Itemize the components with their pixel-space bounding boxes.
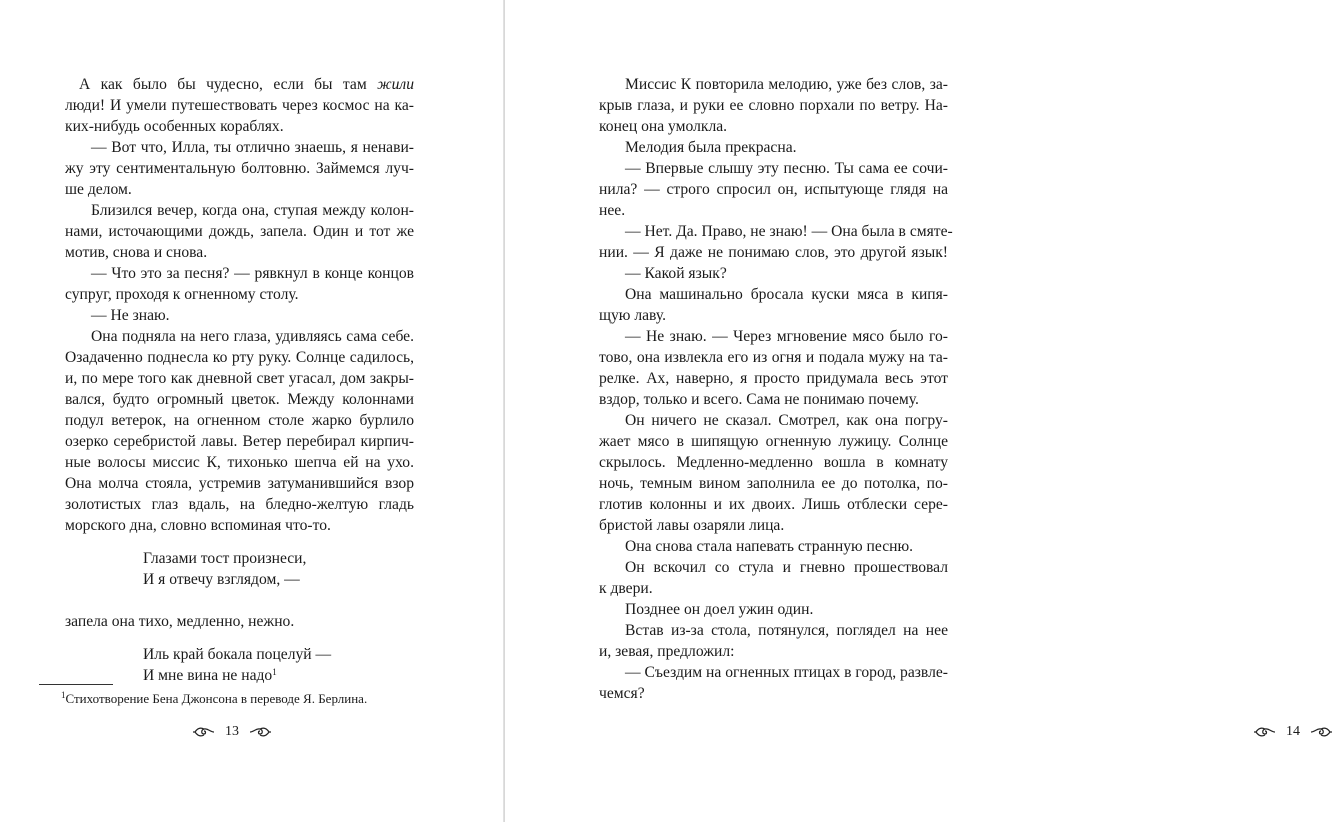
text-line: нила? — строго спросил он, испытующе глядя на [599, 181, 948, 198]
footnote-mark: 1 [61, 690, 66, 700]
text-line: вался, будто огромный цветок. Между колоннами [65, 391, 414, 408]
text-line: — Нет. Да. Право, не знаю! — Она была в смяте- [625, 223, 953, 240]
fleuron-left-icon [192, 725, 216, 739]
text-line: Она снова стала напевать странную песню. [625, 538, 914, 555]
text-run: А как было бы чудесно, если бы там [79, 76, 378, 93]
text-line: нее. [599, 202, 626, 219]
page-number-left: 13 [225, 724, 239, 739]
text-line: ше делом. [65, 181, 132, 198]
text-line: жает мясо в шипящую огненную лужицу. Солнце [599, 433, 948, 450]
text-line: Он вскочил со стула и гневно прошествовал [625, 559, 948, 576]
text-line: Озадаченно поднесла ко рту руку. Солнце садилось, [65, 349, 414, 366]
fleuron-right-icon [248, 725, 272, 739]
text-line: супруг, проходя к огненному столу. [65, 286, 299, 303]
text-line: — Вот что, Илла, ты отлично знаешь, я ненави- [91, 139, 414, 156]
verse-line: Глазами тост произнеси, [143, 550, 307, 567]
right-page-text [599, 74, 953, 704]
text-line: подул ветерок, на огненном столе жарко бурлило [65, 412, 414, 429]
text-line: Позднее он доел ужин один. [625, 601, 814, 618]
verse-line: И я отвечу взглядом, — [143, 571, 300, 588]
text-line: и, по мере того как дневной свет угасал, дом закры- [65, 370, 414, 387]
spacer [65, 536, 414, 548]
spacer [65, 632, 414, 644]
text-line: — Какой язык? [625, 265, 727, 282]
verse-line: И мне вина не надо$^1$ [143, 667, 277, 684]
text-line: тово, она извлекла его из огня и подала мужу на та- [599, 349, 948, 366]
text-line: морского дна, словно вспоминая что-то. [65, 517, 331, 534]
italic-word: жили [377, 76, 414, 93]
text-line: Мелодия была прекрасна. [625, 139, 797, 156]
text-line: скрылось. Медленно-медленно вошла в комнату [599, 454, 948, 471]
text-line: нии. — Я даже не понимаю слов, это другой язык! [599, 244, 948, 261]
text-line: бристой лавы озаряли лица. [599, 517, 785, 534]
text-line: чемся? [599, 685, 645, 702]
footnote [61, 690, 367, 708]
text-line: Он ничего не сказал. Смотрел, как она погру- [625, 412, 948, 429]
text-line: вздор, только и всего. Сама не понимаю почему. [599, 391, 919, 408]
verse-line: Иль край бокала поцелуй — [143, 646, 332, 663]
text-line: — Впервые слышу эту песню. Ты сама ее сочи- [625, 160, 948, 177]
right-page [505, 0, 1300, 822]
left-folio [192, 722, 272, 742]
text-line: ночь, темным вином заполнила ее до потолка, по- [599, 475, 948, 492]
text-line: ких-нибудь особенных кораблях. [65, 118, 284, 135]
text-line: Она подняла на него глаза, удивляясь сама себе. [91, 328, 414, 345]
text-line: жу эту сентиментальную болтовню. Займемся луч- [65, 160, 414, 177]
right-folio [1253, 722, 1333, 742]
text-line: и, зевая, предложил: [599, 643, 735, 660]
text-line: люди! И умели путешествовать через космос на ка- [65, 97, 414, 114]
fleuron-right-icon [1309, 725, 1333, 739]
text-line: — Не знаю. [91, 307, 170, 324]
text-line: релке. Ах, наверно, я просто придумала весь этот [599, 370, 948, 387]
text-line: ные волосы миссис К, тихонько шепча ей на ухо. [65, 454, 414, 471]
text-line: Миссис К повторила мелодию, уже без слов, за- [625, 76, 948, 93]
text-line: Она молча стояла, устремив затуманившийся взор [65, 475, 414, 492]
left-page [0, 0, 504, 822]
text-line: крыв глаза, и руки ее словно порхали по ветру. На- [599, 97, 948, 114]
footnote-text: Стихотворение Бена Джонсона в переводе Я. Берлина. [65, 691, 368, 706]
left-page-text [65, 74, 414, 686]
text-line: — Не знаю. — Через мгновение мясо было го- [625, 328, 948, 345]
footnote-rule [39, 684, 113, 685]
text-line: Она машинально бросала куски мяса в кипя- [625, 286, 948, 303]
text-line: мотив, снова и снова. [65, 244, 208, 261]
text-line: глотив колонны и их двоих. Лишь отблески сере- [599, 496, 948, 513]
page-number-right: 14 [1286, 724, 1300, 739]
text-line: — Съездим на огненных птицах в город, развле- [625, 664, 948, 681]
text-line: нами, источающими дождь, запела. Один и тот же [65, 223, 414, 240]
text-line: — Что это за песня? — рявкнул в конце концов [91, 265, 414, 282]
text-line [65, 74, 414, 95]
text-line: озерко серебристой лавы. Ветер перебирал кирпич- [65, 433, 414, 450]
text-line: запела она тихо, медленно, нежно. [65, 613, 295, 630]
text-line: Встав из-за стола, потянулся, поглядел на нее [625, 622, 948, 639]
text-line: щую лаву. [599, 307, 667, 324]
text-line: Близился вечер, когда она, ступая между колон- [91, 202, 414, 219]
fleuron-left-icon [1253, 725, 1277, 739]
spacer [65, 590, 414, 611]
text-line: золотистых глаз вдаль, на бледно-желтую гладь [65, 496, 414, 513]
text-line: к двери. [599, 580, 653, 597]
footnote-reference: 1 [272, 667, 277, 677]
text-line: конец она умолкла. [599, 118, 728, 135]
